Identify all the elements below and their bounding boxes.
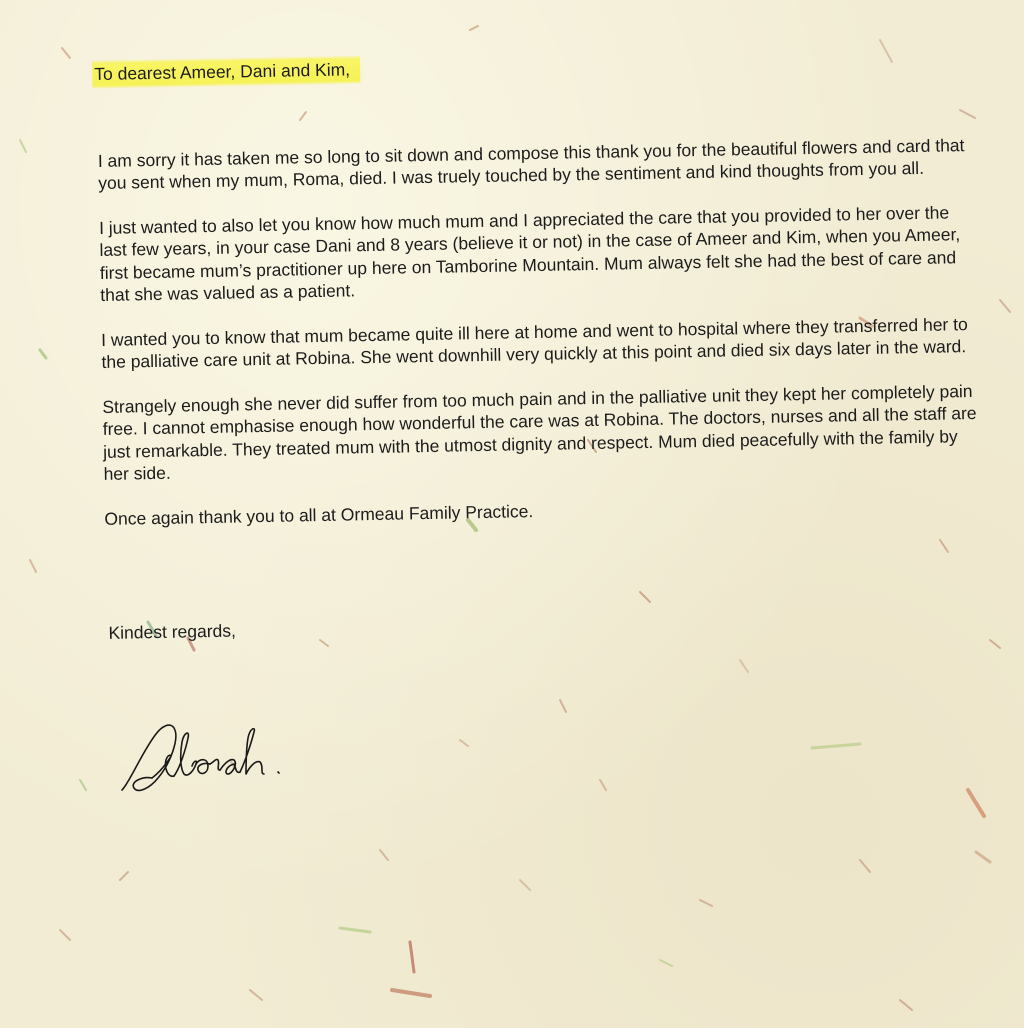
letter-body — [96, 44, 997, 645]
salutation: To dearest Ameer, Dani and Kim, — [92, 55, 360, 88]
closing-line: Kindest regards, — [108, 620, 237, 643]
paragraph-palliative-care: Strangely enough she never did suffer from too much pain and in the palliative unit they kept her completely pain free. I cannot emphasise enough how wonderful the care was at Robina. The doctors, nurses and all the staff are just remarkable. They treated mum with the utmost dignity and respect. Mum died peacefully with the family by her side. — [102, 380, 977, 484]
paragraph-thank-you: I am sorry it has taken me so long to sit down and compose this thank you for the beautiful flowers and card that you sent when my mum, Roma, died. I was truely touched by the sentiment and kind thoughts from you all. — [97, 134, 965, 193]
handwritten-signature — [112, 712, 312, 812]
paragraph-closing-thanks: Once again thank you to all at Ormeau Family Practice. — [104, 500, 534, 529]
paragraph-hospital: I wanted you to know that mum became quite ill here at home and went to hospital where they transferred her to the palliative care unit at Robina. She went downhill very quickly at this point and died six days later in the ward. — [100, 313, 968, 372]
paragraph-care-appreciation: I just wanted to also let you know how much mum and I appreciated the care that you provided to her over the last few years, in your case Dani and 8 years (believe it or not) in the case of Ameer and Kim, when you Ameer, first became mum’s practitioner up here on Tamborine Mountain. Mum always felt she had the best of care and that she was valued as a patient. — [98, 201, 961, 305]
